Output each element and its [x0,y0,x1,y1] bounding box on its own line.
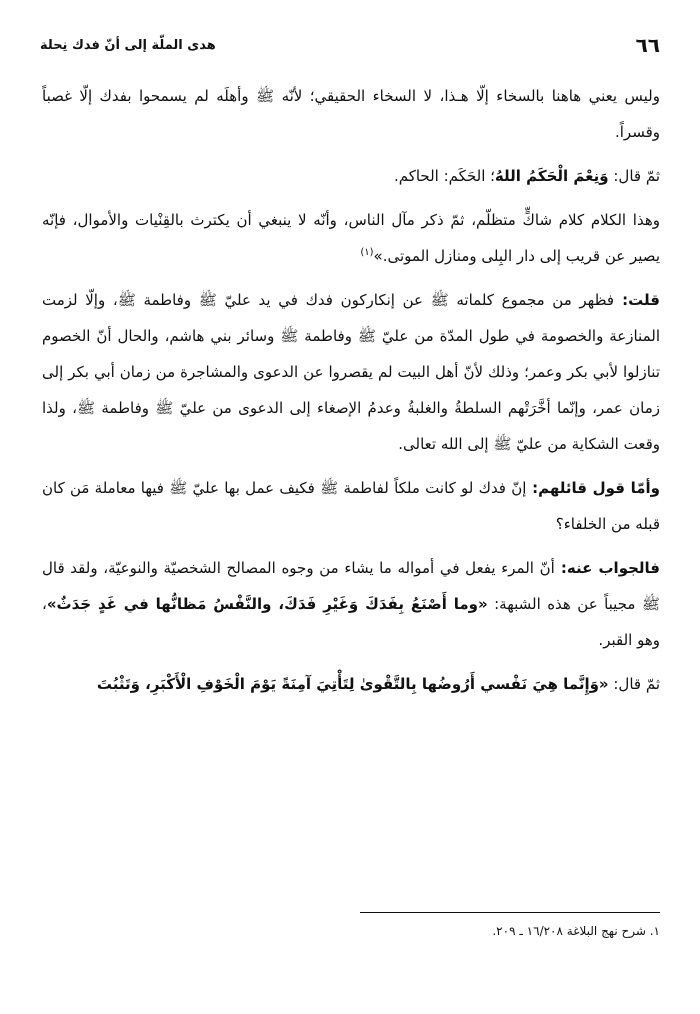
body-text [42,78,660,702]
paragraph-7-lead: ثمّ قال: [608,675,660,693]
paragraph-4-lead: قلت: [614,291,660,309]
paragraph-7-quote: «وَإِنَّما هِيَ نَفْسي أَرُوضُها بِالتَّقْوىٰ لِتَأْتِيَ آمِنَةً يَوْمَ الْخَوْفِ الْأَكْبَرِ، وَتَثْبُتَ [96,675,609,693]
paragraph-4 [42,282,660,462]
paragraph-5-lead: وأمّا قول قائلهم: [526,479,660,497]
paragraph-6-quote: «وما أَصْنَعُ بِفَدَكَ وَغَيْرِ فَدَكَ، والنَّفْسُ مَظانُّها في غَدٍ جَدَثٌ» [46,595,488,613]
paragraph-2-rest: ؛ الحَكَم: الحاكم. [393,167,495,185]
paragraph-2 [42,158,660,194]
paragraph-3-text: وهذا الكلام كلام شاكٍّ متظلّم، ثمّ ذكر مآل الناس، وأنّه لا ينبغي أن يكترث بالقِنْيات والأموال، فإنّه يصير عن قريب إلى دار البِلى ومنازل الموتى.» [42,211,660,265]
paragraph-6 [42,550,660,658]
footnote-reference[interactable]: (١) [360,247,374,258]
paragraph-2-quote: وَنِعْمَ الْحَكَمُ اللهُ [494,167,609,185]
paragraph-6-text-a: أنّ المرء يفعل في أمواله ما يشاء من وجوه المصالح الشخصيّة والنوعيّة، ولقد قال ﷺ مجيباً عن هذه الشبهة: [42,559,660,613]
footnote: ١. شرح نهج البلاغة ١٦/٢٠٨ ـ ٢٠٩. [492,924,660,938]
paragraph-6-text-b: ، وهو القبر. [42,595,660,649]
page-header [40,30,660,60]
paragraph-2-lead: ثمّ قال: [608,167,660,185]
paragraph-5-text: إنّ فدك لو كانت ملكاً لفاطمة ﷺ فكيف عمل بها عليّ ﷺ فيها معاملة مَن كان قبله من الخلفاء؟ [42,479,660,533]
paragraph-6-lead: فالجواب عنه: [554,559,660,577]
paragraph-7 [42,666,660,702]
running-title: هدى الملّة إلى أنّ فدك نِحلة [40,37,216,53]
paragraph-1 [42,78,660,150]
footnote-divider [360,912,660,913]
paragraph-4-text: فظهر من مجموع كلماته ﷺ عن إنكاركون فدك في يد عليّ ﷺ وفاطمة ﷺ، وإلّا لزمت المنازعة والخصومة في طول المدّة من عليّ ﷺ وفاطمة ﷺ وسائر بني هاشم، والحال أنّ الخصوم تنازلوا لأبي بكر وعمر؛ وذلك لأنّ أهل البيت لم يقصروا عن الدعوى والمشاجرة من زمان أبي بكر إلى زمان عمر، وإنّما أخَّرَتْهم السلطةُ والغلبةُ وعدمُ الإصغاء إلى الدعوى من عليّ ﷺ وفاطمة ﷺ، ولذا وقعت الشكاية من عليّ ﷺ إلى الله تعالى. [42,291,660,453]
paragraph-3 [42,202,660,274]
paragraph-1-text: وليس يعني هاهنا بالسخاء إلّا هـذا، لا السخاء الحقيقي؛ لأنّه ﷺ وأهلَه لم يسمحوا بفدك إلّا غصباً وقسراً. [42,87,660,141]
paragraph-5 [42,470,660,542]
page-number: ٦٦ [635,33,660,57]
